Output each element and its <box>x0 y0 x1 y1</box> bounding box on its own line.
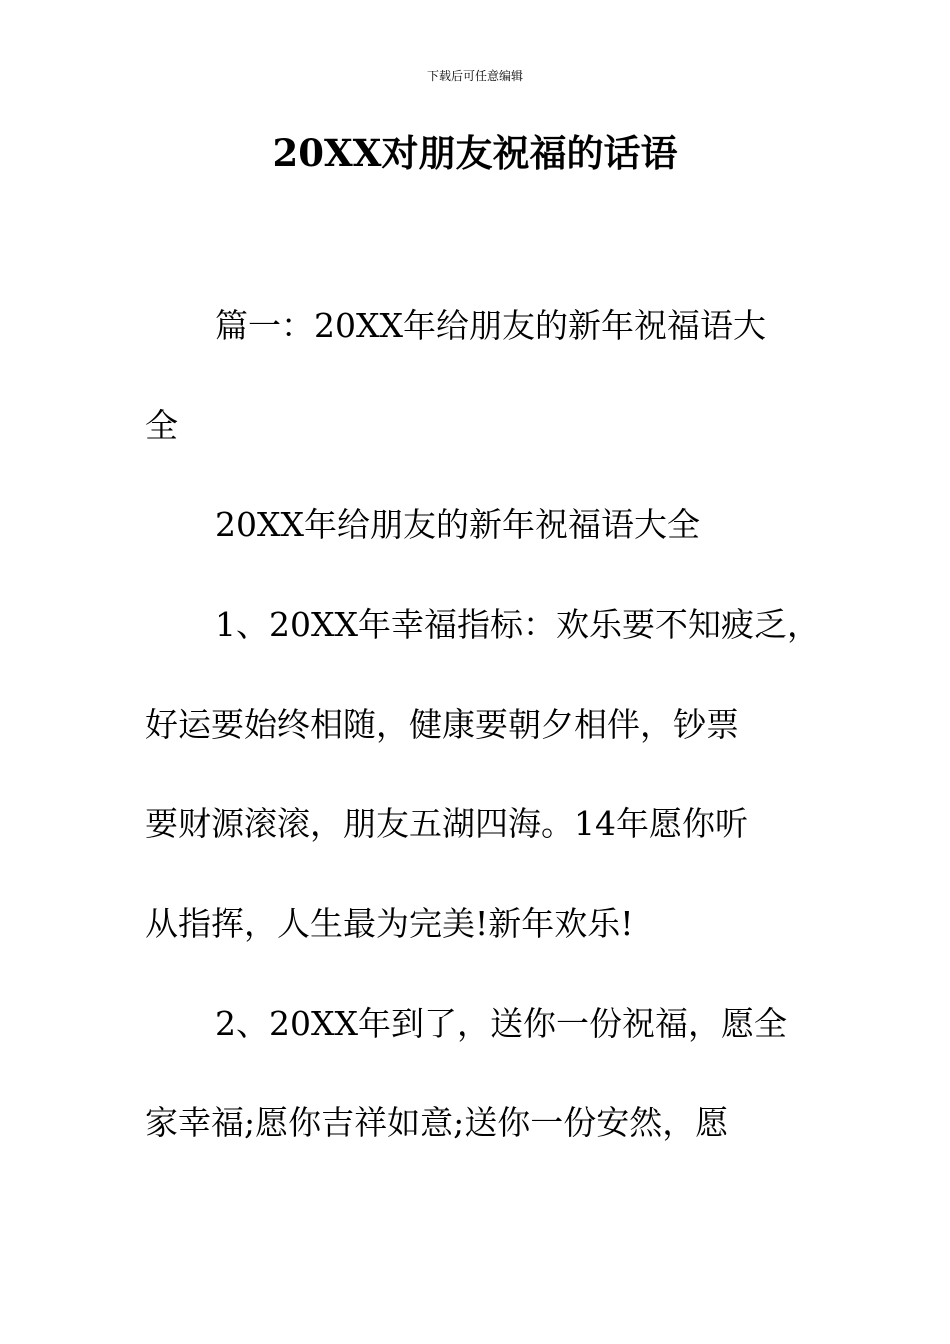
paragraph-1-line-4: 从指挥，人生最为完美!新年欢乐! <box>145 904 634 943</box>
document-title: 20XX对朋友祝福的话语 <box>272 131 678 175</box>
paragraph-1-line-1: 1、20XX年幸福指标：欢乐要不知疲乏， <box>215 605 820 644</box>
section-heading-line-2: 全 <box>145 406 178 445</box>
section-heading-line-1: 篇一：20XX年给朋友的新年祝福语大 <box>215 306 766 345</box>
paragraph-1-line-2: 好运要始终相随，健康要朝夕相伴，钞票 <box>145 705 739 744</box>
header-note: 下载后可任意编辑 <box>426 69 523 83</box>
paragraph-2-line-1: 2、20XX年到了，送你一份祝福，愿全 <box>215 1004 787 1043</box>
subheading: 20XX年给朋友的新年祝福语大全 <box>215 505 700 544</box>
paragraph-1-line-3: 要财源滚滚，朋友五湖四海。14年愿你听 <box>145 804 748 843</box>
paragraph-2-line-2: 家幸福;愿你吉祥如意;送你一份安然，愿 <box>145 1103 729 1142</box>
